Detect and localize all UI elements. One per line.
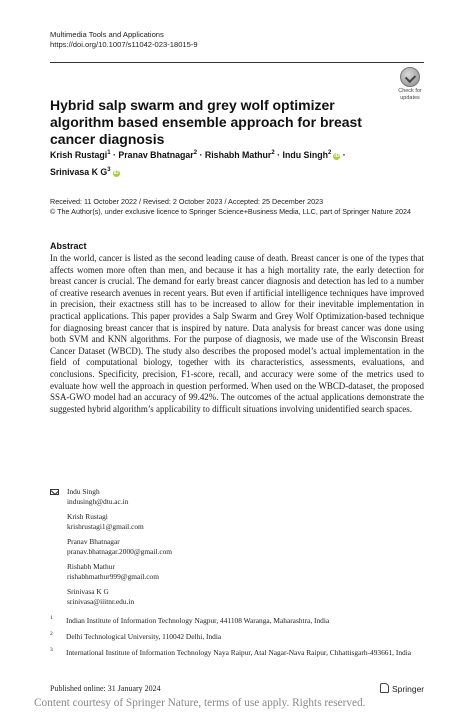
affiliation-text: Indian Institute of Information Technology Nagpur, 441108 Waranga, Maharashtra, India (66, 616, 330, 625)
author-affiliation-ref: 2 (193, 150, 198, 156)
corresponding-contacts (50, 487, 173, 612)
author-name: Pranav Bhatnagar (118, 149, 194, 160)
author-name: Rishabh Mathur (204, 149, 272, 160)
author-affiliation-ref: 1 (107, 150, 111, 156)
contact-name: Krish Rustagi (67, 512, 108, 521)
contact-entry (67, 537, 172, 557)
contact-email[interactable]: srinivasa@iiitnr.edu.in (67, 597, 135, 606)
springer-horse-icon (380, 683, 389, 693)
header-divider (50, 62, 424, 63)
author-affiliation-ref: 3 (107, 166, 111, 173)
affiliations (50, 616, 426, 664)
contact-entry (67, 587, 172, 607)
envelope-icon (50, 489, 59, 495)
copyright-line: © The Author(s), under exclusive licence to Springer Science+Business Media, LLC, part of Springer Nature 2024 (50, 207, 411, 216)
abstract-body: In the world, cancer is listed as the second leading cause of death. Breast cancer is one of the types that affects women more often than men, and because it has a high mortality rate, the early detection for breast cancer is crucial. The demand for early breast cancer diagnosis and detection has led to a number of creative research avenues in recent years. But even if artificial intelligence techniques have improved in precision, their exactness still has to be increased to allow for their inevitable implementation in practical applications. This paper provides a Salp Swarm and Grey Wolf Optimization-based technique for diagnosing breast cancer that is inspired by nature. Data analysis for breast cancer was done using both SVM and KNN algorithms. For the purpose of diagnosis, we made use of the Wisconsin Breast Cancer Dataset (WBCD). The study also describes the proposed model’s actual implementation in the field of computational biology, together with its characteristics, assessments, evaluations, and conclusions. Specificity, precision, F1-score, recall, and accuracy were some of the metrics used to evaluate how well the approach in question performed. When used on the WBCD-dataset, the proposed SSA-GWO model had an accuracy of 99.42%. The outcomes of the actual applications demonstrate the suggested hybrid algorithm’s applicability to difficult situations involving unidentified search spaces. (50, 253, 424, 414)
affiliation-item (50, 632, 426, 642)
author-list (50, 146, 430, 180)
author-separator: · (199, 149, 203, 160)
author-name: Indu Singh (282, 149, 328, 160)
affiliation-item (50, 648, 426, 658)
contact-entry (67, 562, 172, 582)
affiliation-number: 3 (50, 647, 53, 653)
contact-name: Pranav Bhatnagar (67, 537, 120, 546)
journal-doi-link[interactable]: https://doi.org/10.1007/s11042-023-18015-9 (50, 40, 198, 49)
paper-title: Hybrid salp swarm and grey wolf optimizer algorithm based ensemble approach for breast cancer diagnosis (50, 97, 362, 147)
contact-name: Indu Singh (67, 487, 100, 496)
contact-entry (67, 487, 172, 507)
contact-email[interactable]: pranav.bhatnagar.2000@gmail.com (67, 547, 173, 556)
contact-name: Rishabh Mathur (67, 562, 115, 571)
abstract-heading: Abstract (50, 241, 87, 251)
orcid-icon[interactable]: iD (334, 152, 340, 159)
orcid-icon[interactable]: iD (113, 169, 119, 176)
affiliation-text: International Institute of Information Technology Naya Raipur, Atal Nagar-Nava Raipur, Chhattisgarh-493661, India (66, 648, 412, 657)
publisher-name: Springer (392, 684, 425, 694)
contact-entry (67, 512, 172, 532)
author-separator: · (277, 149, 281, 160)
contact-email[interactable]: krishrustagi1@gmail.com (67, 522, 144, 531)
footer-notice: Content courtesy of Springer Nature, terms of use apply. Rights reserved. (34, 697, 366, 709)
journal-header (50, 30, 198, 50)
dates-line: Received: 11 October 2022 / Revised: 2 October 2023 / Accepted: 25 December 2023 (50, 197, 324, 206)
contact-name: Srinivasa K G (67, 587, 109, 596)
affiliation-text: Delhi Technological University, 110042 Delhi, India (66, 632, 222, 641)
author-affiliation-ref: 2 (327, 150, 332, 156)
journal-name: Multimedia Tools and Applications (50, 30, 164, 39)
check-for-updates-badge[interactable] (394, 67, 426, 101)
author-name: Krish Rustagi (50, 149, 108, 160)
check-for-updates-icon (400, 67, 420, 87)
badge-line1: Check for (398, 88, 422, 94)
author-separator: · (113, 149, 116, 160)
publication-history (50, 197, 430, 217)
author-name: Srinivasa K G (50, 166, 108, 177)
published-online: Published online: 31 January 2024 (50, 684, 161, 693)
affiliation-number: 2 (50, 631, 53, 637)
affiliation-item (50, 616, 426, 626)
badge-line2: updates (400, 95, 420, 101)
contact-email[interactable]: rishabhmathur999@gmail.com (67, 572, 159, 581)
publisher-logo (380, 683, 424, 694)
contact-email[interactable]: indusingh@dtu.ac.in (67, 497, 129, 506)
affiliation-number: 1 (50, 615, 53, 621)
author-separator: · (342, 149, 346, 160)
author-affiliation-ref: 2 (271, 150, 275, 156)
